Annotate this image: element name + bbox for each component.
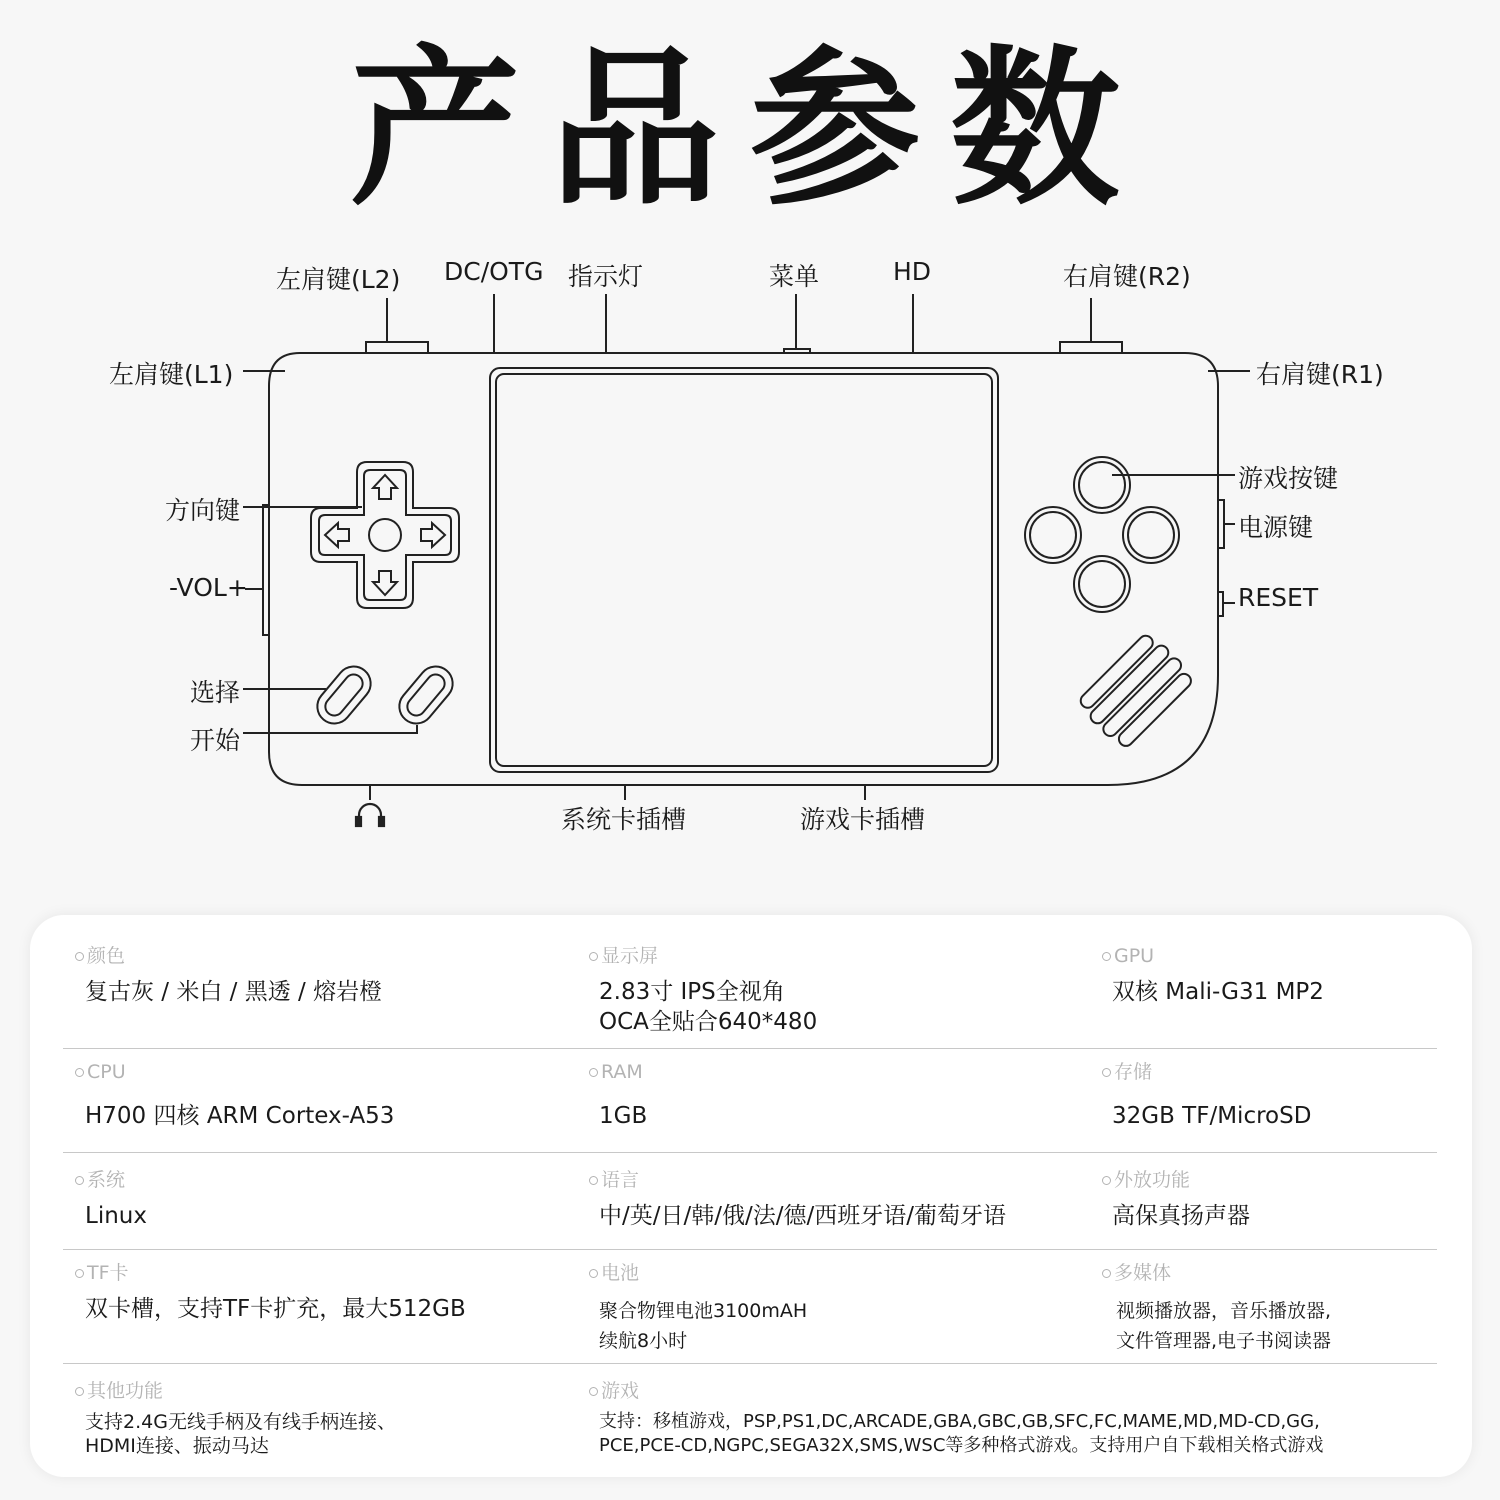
spec-cpu [75, 1061, 394, 1131]
spec-key: GPU [1114, 945, 1155, 967]
label-game-buttons: 游戏按键 [1238, 464, 1339, 493]
spec-value: 中/英/日/韩/俄/法/德/西班牙语/葡萄牙语 [599, 1203, 1006, 1229]
spec-key: CPU [87, 1061, 126, 1083]
device-diagram [0, 240, 1500, 860]
spec-value: Linux [85, 1203, 147, 1229]
label-reset: RESET [1238, 583, 1319, 612]
divider [63, 1363, 1437, 1364]
spec-battery [589, 1262, 807, 1354]
spec-gpu [1102, 945, 1324, 1007]
handheld-outline [0, 240, 1500, 860]
label-dpad: 方向键 [165, 496, 241, 525]
spec-value: 高保真扬声器 [1112, 1203, 1250, 1229]
label-r1: 右肩键(R1) [1256, 360, 1384, 389]
spec-key: 外放功能 [1114, 1169, 1191, 1191]
label-menu: 菜单 [769, 262, 820, 291]
spec-value: 续航8小时 [599, 1330, 688, 1352]
divider [63, 1048, 1437, 1049]
spec-language [589, 1169, 1006, 1231]
divider [63, 1152, 1437, 1153]
label-start: 开始 [190, 726, 241, 755]
spec-multimedia [1102, 1262, 1331, 1354]
spec-value: 视频播放器，音乐播放器, [1116, 1300, 1332, 1322]
spec-value: 1GB [599, 1103, 648, 1129]
label-dc-otg: DC/OTG [444, 257, 544, 286]
label-system-slot: 系统卡插槽 [561, 805, 687, 834]
label-r2: 右肩键(R2) [1063, 262, 1191, 291]
label-power: 电源键 [1238, 513, 1314, 542]
spec-value: 支持：移植游戏，PSP,PS1,DC,ARCADE,GBA,GBC,GB,SFC,FC,MAME,MD,MD-CD,GG, [599, 1411, 1320, 1432]
spec-value: 支持2.4G无线手柄及有线手柄连接、 [85, 1411, 396, 1433]
label-l1: 左肩键(L1) [109, 360, 234, 389]
spec-key: 多媒体 [1114, 1262, 1172, 1284]
spec-key: 系统 [87, 1169, 126, 1191]
spec-key: 游戏 [601, 1380, 640, 1402]
spec-games [589, 1380, 1323, 1458]
spec-key: 显示屏 [601, 945, 659, 967]
spec-value: 聚合物锂电池3100mAH [599, 1300, 808, 1322]
label-hd: HD [893, 257, 932, 286]
spec-value: HDMI连接、振动马达 [85, 1435, 269, 1457]
page-title: 产品参数 [349, 31, 1150, 229]
spec-value: 双核 Mali-G31 MP2 [1112, 979, 1324, 1005]
spec-value: OCA全贴合640*480 [599, 1009, 818, 1035]
spec-value: 32GB TF/MicroSD [1112, 1103, 1312, 1129]
spec-speaker [1102, 1169, 1250, 1231]
spec-value: 2.83寸 IPS全视角 [599, 979, 785, 1005]
spec-color [75, 945, 382, 1007]
spec-ram [589, 1061, 647, 1131]
spec-value: 复古灰 / 米白 / 黑透 / 熔岩橙 [85, 979, 383, 1005]
spec-value: H700 四核 ARM Cortex-A53 [85, 1103, 395, 1129]
spec-value: 文件管理器,电子书阅读器 [1116, 1330, 1332, 1352]
spec-key: RAM [601, 1061, 643, 1083]
spec-display [589, 945, 817, 1037]
spec-value: PCE,PCE-CD,NGPC,SEGA32X,SMS,WSC等多种格式游戏。支持用户自下载相关格式游戏 [599, 1435, 1324, 1456]
label-game-slot: 游戏卡插槽 [800, 805, 926, 834]
label-indicator: 指示灯 [568, 262, 644, 291]
label-select: 选择 [190, 678, 241, 707]
spec-other [75, 1380, 396, 1458]
label-volume: -VOL+ [169, 573, 248, 602]
spec-value: 双卡槽，支持TF卡扩充，最大512GB [85, 1296, 466, 1322]
spec-key: 存储 [1114, 1061, 1153, 1083]
divider [63, 1249, 1437, 1250]
spec-storage [1102, 1061, 1311, 1131]
spec-key: 电池 [601, 1262, 640, 1284]
spec-key: 其他功能 [87, 1380, 164, 1402]
headphone-icon [356, 804, 384, 826]
spec-key: TF卡 [87, 1262, 129, 1284]
spec-key: 颜色 [87, 945, 126, 967]
label-l2: 左肩键(L2) [276, 265, 401, 294]
spec-system [75, 1169, 147, 1231]
spec-key: 语言 [601, 1169, 640, 1191]
spec-tf-card [75, 1262, 466, 1324]
